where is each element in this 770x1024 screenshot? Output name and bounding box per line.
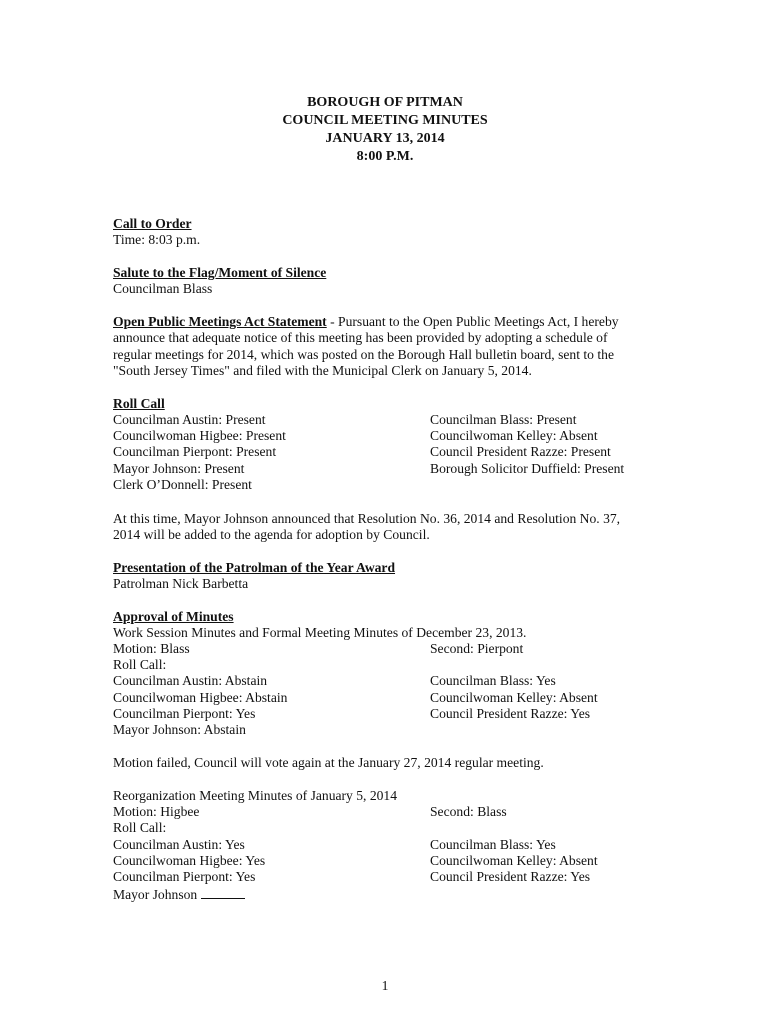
roll-call-left-4: Mayor Johnson: Present xyxy=(113,461,245,476)
roll-call-right-3: Council President Razze: Present xyxy=(430,444,611,459)
opma-text: - Pursuant to the Open Public Meetings Act, I hereby announce that adequate notice of this meeting has been provided by adopting a schedule of regular meetings for 2014, which was posted on the Borough Hall bulletin board, sent to the "South Jersey Times" and filed with the Municipal Clerk on January 5, 2014. xyxy=(113,314,619,378)
doc-title-minutes: COUNCIL MEETING MINUTES xyxy=(282,113,488,128)
salute-heading: Salute to the Flag/Moment of Silence xyxy=(113,265,327,280)
approval-item2-left-1: Councilman Austin: Yes xyxy=(113,837,245,852)
approval-item1-title: Work Session Minutes and Formal Meeting Minutes of December 23, 2013. xyxy=(113,625,527,640)
approval-item1-right-1: Councilman Blass: Yes xyxy=(430,673,556,688)
approval-item1-left-2: Councilwoman Higbee: Abstain xyxy=(113,690,288,705)
approval-item2-motion: Motion: Higbee xyxy=(113,804,200,819)
approval-item2-right-2: Councilwoman Kelley: Absent xyxy=(430,853,598,868)
announcement-paragraph: At this time, Mayor Johnson announced that Resolution No. 36, 2014 and Resolution No. 37, 2014 will be added to the agenda for adoption by Council. xyxy=(113,511,621,543)
doc-title-date: JANUARY 13, 2014 xyxy=(325,131,445,146)
approval-item1-result: Motion failed, Council will vote again at the January 27, 2014 regular meeting. xyxy=(113,755,544,770)
approval-item2-left-2: Councilwoman Higbee: Yes xyxy=(113,853,266,868)
approval-item1-second: Second: Pierpont xyxy=(430,641,524,656)
page-number: 1 xyxy=(381,977,389,993)
approval-item2-left-3: Councilman Pierpont: Yes xyxy=(113,869,256,884)
roll-call-right-1: Councilman Blass: Present xyxy=(430,412,577,427)
approval-item2-mayor-label: Mayor Johnson xyxy=(113,887,201,902)
call-to-order-time: Time: 8:03 p.m. xyxy=(113,232,201,247)
approval-item2-second: Second: Blass xyxy=(430,804,507,819)
approval-item2-right-1: Councilman Blass: Yes xyxy=(430,837,556,852)
doc-title-time: 8:00 P.M. xyxy=(356,149,414,164)
approval-item1-left-1: Councilman Austin: Abstain xyxy=(113,673,268,688)
opma-paragraph xyxy=(113,314,643,379)
approval-item1-left-4: Mayor Johnson: Abstain xyxy=(113,722,246,737)
approval-item1-left-3: Councilman Pierpont: Yes xyxy=(113,706,256,721)
approval-item2-title: Reorganization Meeting Minutes of January 5, 2014 xyxy=(113,788,398,803)
vote-blank-line xyxy=(201,886,245,899)
opma-heading: Open Public Meetings Act Statement xyxy=(113,314,327,329)
approval-item1-right-2: Councilwoman Kelley: Absent xyxy=(430,690,598,705)
roll-call-heading: Roll Call xyxy=(113,396,165,411)
call-to-order-heading: Call to Order xyxy=(113,216,192,231)
doc-title-borough: BOROUGH OF PITMAN xyxy=(307,95,463,110)
approval-item1-roll-label: Roll Call: xyxy=(113,657,167,672)
roll-call-right-4: Borough Solicitor Duffield: Present xyxy=(430,461,625,476)
roll-call-left-1: Councilman Austin: Present xyxy=(113,412,266,427)
approval-item2-roll-label: Roll Call: xyxy=(113,820,167,835)
presentation-heading: Presentation of the Patrolman of the Year Award xyxy=(113,560,396,575)
roll-call-left-5: Clerk O’Donnell: Present xyxy=(113,477,252,492)
roll-call-left-3: Councilman Pierpont: Present xyxy=(113,444,277,459)
roll-call-right-2: Councilwoman Kelley: Absent xyxy=(430,428,598,443)
approval-item1-motion: Motion: Blass xyxy=(113,641,190,656)
approval-item1-right-3: Council President Razze: Yes xyxy=(430,706,591,721)
approval-item2-mayor-line xyxy=(113,886,245,903)
salute-text: Councilman Blass xyxy=(113,281,213,296)
approval-item2-right-3: Council President Razze: Yes xyxy=(430,869,591,884)
roll-call-left-2: Councilwoman Higbee: Present xyxy=(113,428,286,443)
presentation-text: Patrolman Nick Barbetta xyxy=(113,576,249,591)
approval-heading: Approval of Minutes xyxy=(113,609,234,624)
